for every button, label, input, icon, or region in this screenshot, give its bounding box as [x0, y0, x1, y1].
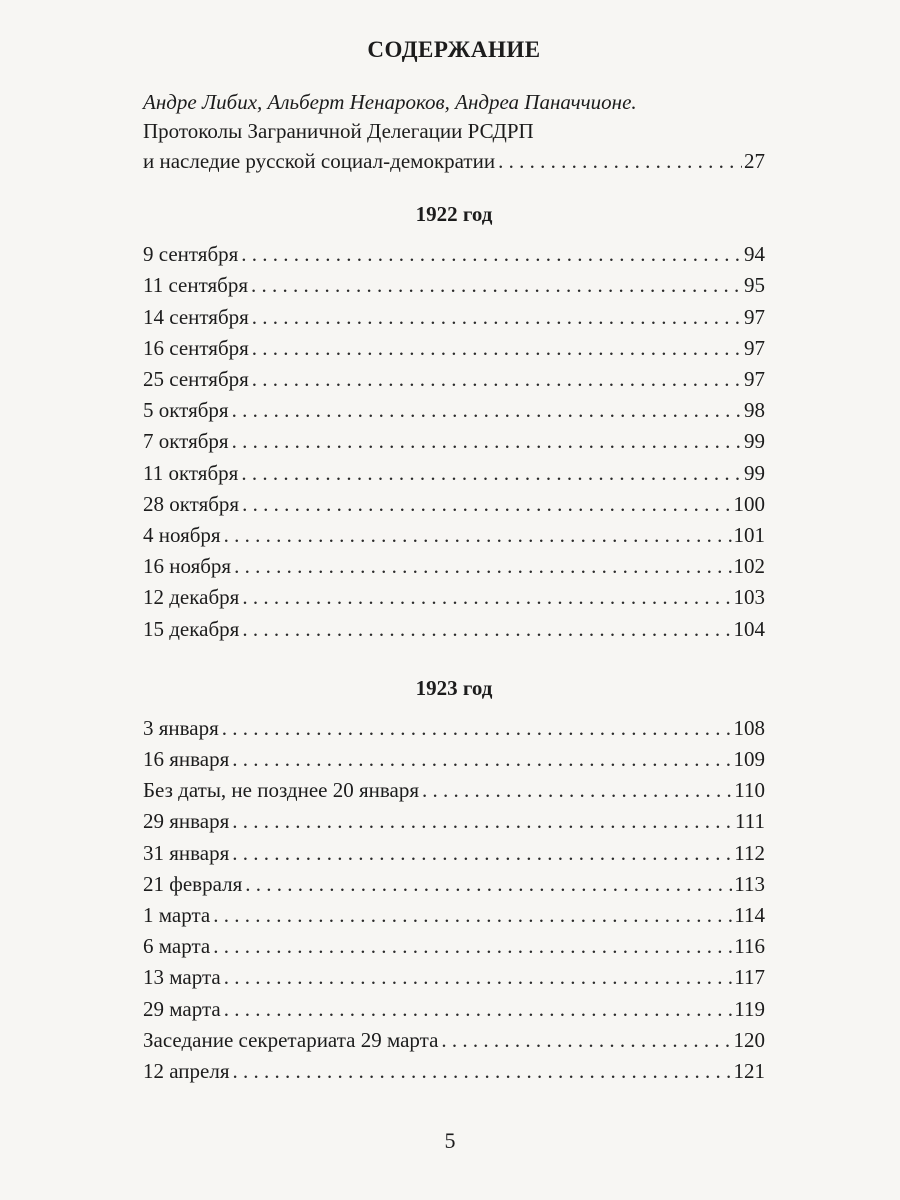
toc-entry[interactable]	[143, 962, 765, 993]
dot-leader	[242, 582, 731, 613]
toc-entry-label: 14 сентября	[143, 304, 249, 329]
toc-entry-label: 29 марта	[143, 996, 221, 1021]
toc-entry-page: 110	[734, 778, 765, 803]
toc-entry-page: 108	[733, 715, 765, 740]
toc-entry-label: 9 сентября	[143, 242, 239, 267]
dot-leader	[498, 146, 742, 177]
toc-entry-page: 99	[744, 460, 765, 485]
table-of-contents	[143, 30, 765, 1087]
toc-entry-label: 5 октября	[143, 398, 229, 423]
dot-leader	[252, 333, 742, 364]
dot-leader	[224, 520, 732, 551]
dot-leader	[252, 364, 742, 395]
toc-entry[interactable]	[143, 775, 765, 806]
section-entries-1923	[143, 713, 765, 1087]
dot-leader	[242, 489, 731, 520]
toc-entry-page: 102	[733, 554, 765, 579]
toc-entry[interactable]	[143, 333, 765, 364]
toc-entry[interactable]	[143, 458, 765, 489]
toc-entry[interactable]	[143, 1056, 765, 1087]
toc-entry-page: 95	[744, 273, 765, 298]
toc-entry-label: 11 октября	[143, 460, 239, 485]
toc-entry-label: 1 марта	[143, 903, 211, 928]
toc-entry[interactable]	[143, 900, 765, 931]
toc-entry-label: 11 сентября	[143, 273, 249, 298]
toc-entry-page: 98	[744, 398, 765, 423]
page-title: СОДЕРЖАНИЕ	[367, 37, 541, 62]
toc-entry-label: 6 марта	[143, 934, 211, 959]
toc-entry-page: 111	[735, 809, 765, 834]
toc-entry-label: 21 февраля	[143, 871, 243, 896]
toc-entry[interactable]	[143, 582, 765, 613]
toc-entry[interactable]	[143, 520, 765, 551]
dot-leader	[232, 426, 742, 457]
toc-entry-page: 120	[733, 1027, 765, 1052]
toc-entry[interactable]	[143, 489, 765, 520]
toc-entry-intro[interactable]	[143, 146, 765, 177]
dot-leader	[242, 614, 731, 645]
toc-entry-label: 16 сентября	[143, 335, 249, 360]
toc-entry-label: 7 октября	[143, 429, 229, 454]
dot-leader	[441, 1025, 731, 1056]
toc-entry[interactable]	[143, 838, 765, 869]
toc-entry-label: 31 января	[143, 840, 230, 865]
intro-title-line: Протоколы Заграничной Делегации РСДРП	[143, 119, 534, 143]
dot-leader	[232, 395, 742, 426]
dot-leader	[224, 962, 733, 993]
toc-entry[interactable]	[143, 270, 765, 301]
toc-entry[interactable]	[143, 994, 765, 1025]
toc-entry-page: 97	[744, 367, 765, 392]
toc-entry[interactable]	[143, 806, 765, 837]
toc-entry-label: 3 января	[143, 715, 219, 740]
section-heading-1923: 1923 год	[415, 675, 493, 700]
intro-authors: Андре Либих, Альберт Ненароков, Андреа Паначчионе.	[143, 90, 637, 114]
toc-entry-label: 29 января	[143, 809, 230, 834]
dot-leader	[245, 869, 732, 900]
section-entries-1922	[143, 239, 765, 645]
dot-leader	[232, 838, 732, 869]
toc-entry-label: 25 сентября	[143, 367, 249, 392]
toc-entry-page: 109	[733, 747, 765, 772]
toc-entry-label: Заседание секретариата 29 марта	[143, 1027, 439, 1052]
toc-entry-label: 15 декабря	[143, 616, 240, 641]
toc-entry-page: 27	[744, 149, 765, 173]
toc-entry-page: 113	[734, 871, 765, 896]
toc-entry-page: 117	[734, 965, 765, 990]
toc-entry[interactable]	[143, 1025, 765, 1056]
toc-entry-page: 121	[733, 1059, 765, 1084]
toc-entry-label: 13 марта	[143, 965, 221, 990]
toc-entry-label: 28 октября	[143, 491, 240, 516]
toc-entry-page: 119	[734, 996, 765, 1021]
toc-entry[interactable]	[143, 426, 765, 457]
toc-entry[interactable]	[143, 744, 765, 775]
dot-leader	[422, 775, 732, 806]
toc-entry-label: 12 декабря	[143, 585, 240, 610]
toc-entry-label: 12 апреля	[143, 1059, 230, 1084]
toc-entry-page: 114	[734, 903, 765, 928]
toc-entry-page: 104	[733, 616, 765, 641]
toc-entry[interactable]	[143, 713, 765, 744]
toc-entry[interactable]	[143, 869, 765, 900]
toc-entry-page: 94	[744, 242, 765, 267]
dot-leader	[251, 270, 742, 301]
toc-entry-label: 16 ноября	[143, 554, 232, 579]
toc-entry-page: 103	[733, 585, 765, 610]
dot-leader	[241, 458, 742, 489]
dot-leader	[224, 994, 733, 1025]
toc-entry[interactable]	[143, 931, 765, 962]
dot-leader	[222, 713, 732, 744]
toc-entry-page: 100	[733, 491, 765, 516]
dot-leader	[234, 551, 731, 582]
toc-entry-page: 97	[744, 335, 765, 360]
toc-entry-label: и наследие русской социал-демократии	[143, 149, 496, 173]
dot-leader	[233, 1056, 732, 1087]
toc-entry-page: 116	[734, 934, 765, 959]
dot-leader	[213, 900, 732, 931]
toc-entry[interactable]	[143, 364, 765, 395]
toc-entry[interactable]	[143, 614, 765, 645]
dot-leader	[252, 302, 742, 333]
dot-leader	[213, 931, 732, 962]
dot-leader	[232, 744, 731, 775]
toc-entry-page: 112	[734, 840, 765, 865]
toc-entry[interactable]	[143, 302, 765, 333]
toc-entry[interactable]	[143, 395, 765, 426]
toc-entry-page: 99	[744, 429, 765, 454]
toc-entry-page: 97	[744, 304, 765, 329]
toc-entry-label: 4 ноября	[143, 523, 221, 548]
toc-entry[interactable]	[143, 551, 765, 582]
page-number: 5	[444, 1128, 456, 1153]
dot-leader	[232, 806, 733, 837]
dot-leader	[241, 239, 742, 270]
toc-entry-label: 16 января	[143, 747, 230, 772]
toc-entry-label: Без даты, не позднее 20 января	[143, 778, 419, 803]
section-heading-1922: 1922 год	[415, 202, 493, 227]
toc-entry[interactable]	[143, 239, 765, 270]
toc-entry-page: 101	[733, 523, 765, 548]
